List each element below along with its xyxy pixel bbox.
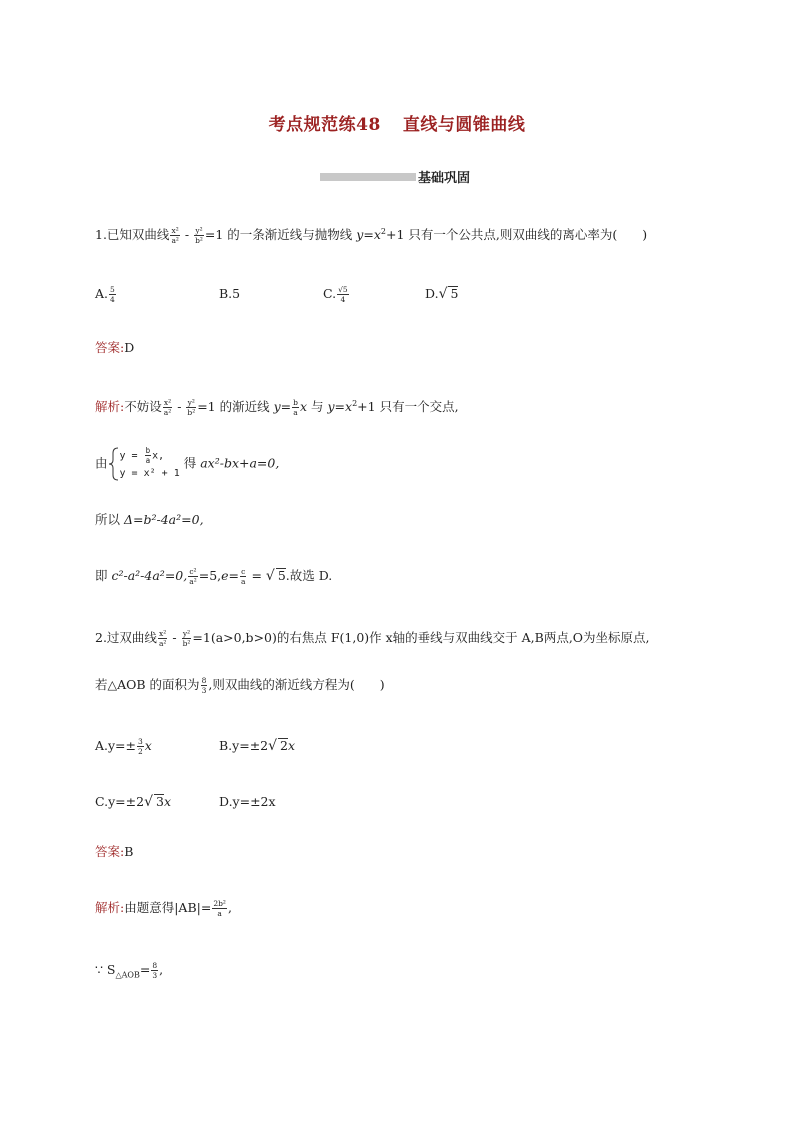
q1-system: y = $\frac{b}{a}$ x, y = x² + 1	[119, 446, 180, 479]
q2-exp-label: 解析:	[95, 900, 125, 915]
q2-explanation-2: ∵ $S_{\triangle AOB}=$ $\frac{8}{3}$ ,	[95, 961, 164, 980]
title-part2: 直线与圆锥曲线	[402, 115, 526, 135]
q2-answer-value: B	[124, 844, 134, 859]
q2-option-a: A.y=± $\frac{3}{2}$ x	[95, 737, 152, 756]
q1-explanation-delta: 所以 Δ=b²-4a²=0,	[95, 512, 204, 527]
q2-cond: =1(a>0,b>0)的右焦点 F(1,0)作 x轴的垂线与双曲线交于 A,B两点,O为坐标原点,	[192, 630, 650, 645]
q2-stem-2: 若△AOB 的面积为 $\frac{8}{3}$ ,则双曲线的渐近线方程为( )	[95, 676, 385, 695]
q2-option-c: C.y=±2√ 3x	[95, 794, 171, 810]
q1-answer-label: 答案:	[95, 340, 125, 355]
q1-frac-y: $\frac{\text{y²}}{\text{b²}}$	[195, 226, 203, 246]
q1-minus: -	[180, 227, 194, 243]
q2-option-d: D.y=±2x	[219, 794, 276, 809]
title-part1: 考点规范练48	[268, 115, 381, 135]
page-title	[0, 110, 794, 135]
q1-y: y	[356, 227, 364, 243]
q1-eq1: =1 的一条渐近线与抛物线	[204, 227, 357, 243]
q1-explanation-1: 解析:不妨设 $\frac{\text{x²}}{\text{a²}}$ - $\frac{\text{y²}}{\text{b²}}$ =1 的渐近线 y= $\frac{b}{a}$ x 与 $y=x^2+1$ 只有一个交点,	[95, 398, 459, 418]
q1-explanation-system: 由 y = $\frac{b}{a}$ x, y = x² + 1 得 ax²-bx+a=0,	[95, 446, 279, 482]
q1-explanation-result: 即 c²-a²-4a²=0, $\frac{\text{c²}}{\text{a²}}$ =5,e= $\frac{c}{a}$ = √ 5.故选 D.	[95, 567, 333, 586]
q1-option-b: B.5	[219, 286, 241, 301]
q2-stem-1: 2.过双曲线 $\frac{\text{x²}}{\text{a²}}$ - $\frac{\text{y²}}{\text{b²}}$ =1(a>0,b>0)的右焦点 F(1,0)作 x轴的垂线与双曲线交于 A,B两点,O为坐标原点,	[95, 629, 650, 648]
q2-option-b: B.y=±2√ 2x	[219, 738, 296, 754]
q2-explanation-1: 解析:由题意得|AB|= $\frac{\text{2b²}}{a}$ ,	[95, 899, 232, 918]
section-label: 基础巩固	[418, 171, 471, 186]
q1-option-c: C. $\frac{√5}{4}$	[323, 285, 348, 304]
q1-plus1: +1 只有一个公共点,则双曲线的离心率为( )	[385, 227, 648, 243]
q1-eq2: =	[363, 227, 374, 243]
q1-frac-x: $\frac{\text{x²}}{\text{a²}}$	[171, 226, 179, 246]
q1-answer-value: D	[124, 340, 135, 355]
q1-by: 由	[95, 455, 108, 471]
q1-exp-label: 解析:	[95, 399, 125, 415]
q1-option-d: D.√ 5	[425, 286, 459, 302]
brace-icon	[108, 447, 120, 481]
section-bar	[320, 173, 416, 181]
q1-option-a: A. $\frac{5}{4}$	[95, 285, 115, 304]
q1-x: x	[373, 227, 381, 243]
q1-sq: 2	[380, 227, 386, 236]
q1-stem	[95, 222, 647, 245]
q2-answer-label: 答案:	[95, 844, 125, 859]
q2-lead: 2.过双曲线	[95, 630, 157, 645]
q2-answer	[95, 842, 133, 862]
q1-answer	[95, 338, 134, 358]
q1-lead: 1.已知双曲线	[95, 227, 170, 243]
